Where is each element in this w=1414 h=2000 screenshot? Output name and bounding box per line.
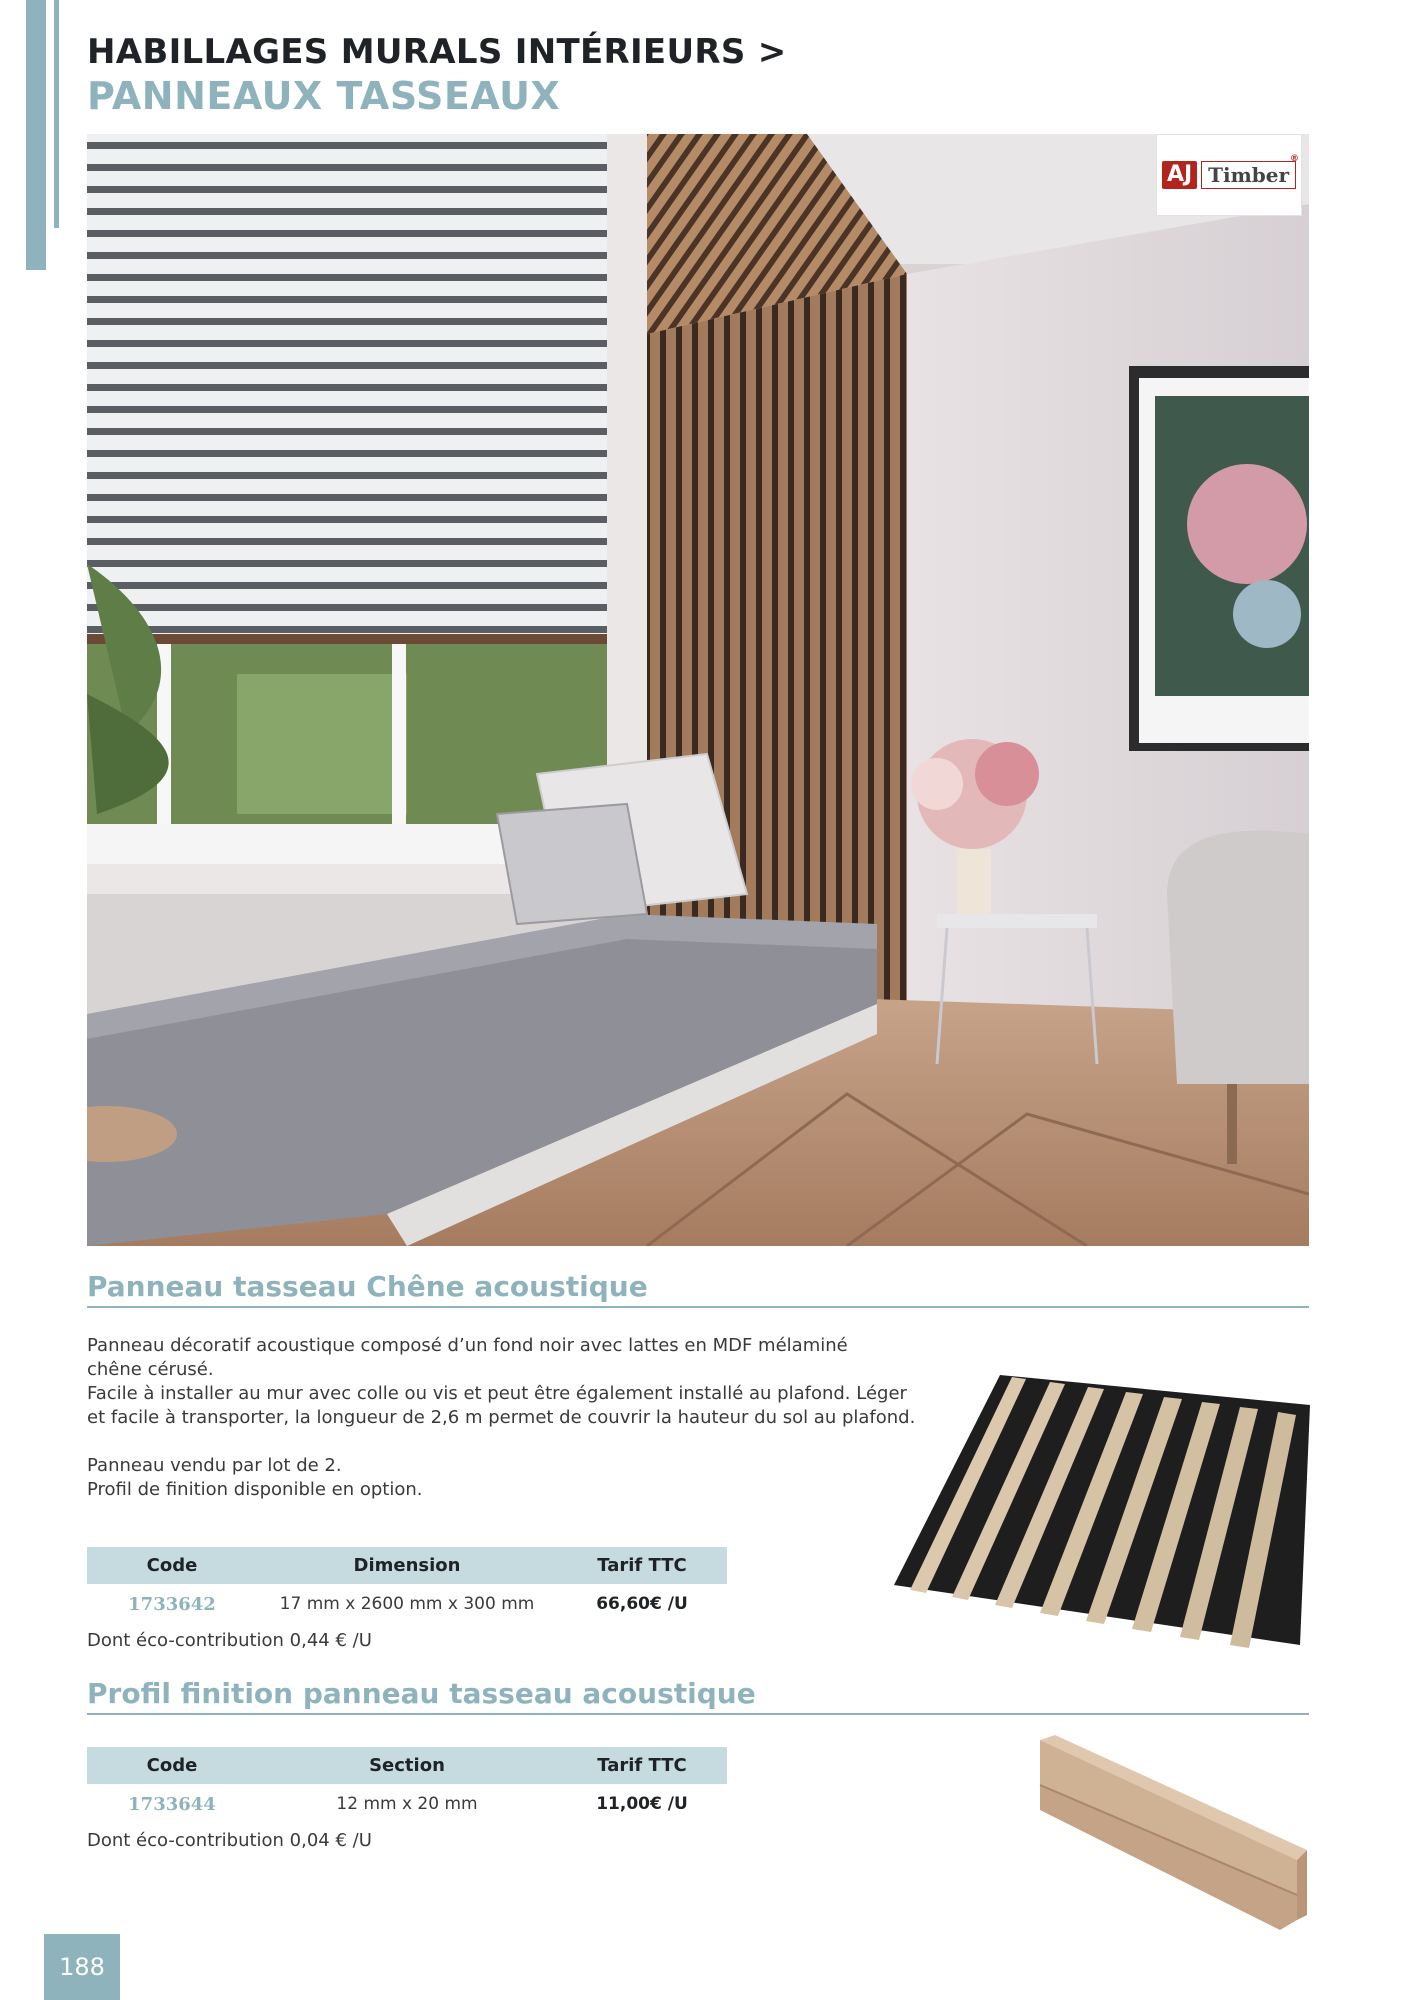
desc-line: Facile à installer au mur avec colle ou vis et peut être également installé au plafond. Léger [87, 1383, 907, 1404]
page-title: PANNEAUX TASSEAUX [87, 74, 561, 118]
product-dimension: 17 mm x 2600 mm x 300 mm [279, 1594, 535, 1614]
desc-line: chêne cérusé. [87, 1359, 214, 1380]
table-header [87, 1747, 727, 1784]
col-price-header: Tarif TTC [597, 1555, 687, 1576]
finishing-profile-illustration [1035, 1735, 1315, 1935]
product-section: 12 mm x 20 mm [336, 1794, 478, 1814]
slat-panel-image [890, 1365, 1310, 1655]
col-code-header: Code [146, 1755, 198, 1776]
table-row [87, 1584, 727, 1624]
product1-title: Panneau tasseau Chêne acoustique [87, 1270, 648, 1303]
page-number: 188 [59, 1953, 105, 1981]
section-divider [87, 1713, 1309, 1715]
page-number-badge [44, 1934, 120, 2000]
desc-line: et facile à transporter, la longueur de 2,6 m permet de couvrir la hauteur du sol au plafond. [87, 1407, 916, 1428]
product-code: 1733644 [128, 1793, 216, 1815]
product-code: 1733642 [128, 1593, 216, 1615]
desc-spacer [87, 1430, 947, 1454]
category-title: HABILLAGES MURALS INTÉRIEURS > [87, 32, 787, 72]
slat-panel-illustration [890, 1365, 1310, 1655]
logo-wordmark [1201, 154, 1300, 189]
accent-bar-thin [54, 0, 59, 228]
col-dimension-header: Dimension [353, 1555, 461, 1576]
col-price-header: Tarif TTC [597, 1755, 687, 1776]
desc-line: Profil de finition disponible en option. [87, 1479, 423, 1500]
table-row [87, 1784, 727, 1824]
product2-title: Profil finition panneau tasseau acoustique [87, 1677, 756, 1710]
eco-contribution: Dont éco-contribution 0,44 € /U [87, 1630, 372, 1651]
product-price: 11,00€ /U [596, 1794, 688, 1814]
section-divider [87, 1306, 1309, 1308]
col-section-header: Section [369, 1755, 445, 1776]
finishing-profile-image [1035, 1735, 1315, 1935]
hero-photo [87, 134, 1309, 1246]
desc-line: Panneau décoratif acoustique composé d’un fond noir avec lattes en MDF mélaminé [87, 1335, 848, 1356]
product2-table [87, 1747, 727, 1824]
table-header [87, 1547, 727, 1584]
product1-description [87, 1334, 947, 1502]
col-code-header: Code [146, 1555, 198, 1576]
interior-illustration [87, 134, 1309, 1246]
eco-contribution: Dont éco-contribution 0,04 € /U [87, 1830, 372, 1851]
logo-word: Timber [1208, 163, 1290, 187]
product1-table [87, 1547, 727, 1624]
accent-bar [26, 0, 46, 270]
aj-timber-logo [1156, 134, 1302, 216]
registered-mark: ® [1290, 154, 1300, 164]
logo-mark: AJ [1162, 161, 1197, 189]
desc-line: Panneau vendu par lot de 2. [87, 1455, 342, 1476]
product-price: 66,60€ /U [596, 1594, 688, 1614]
